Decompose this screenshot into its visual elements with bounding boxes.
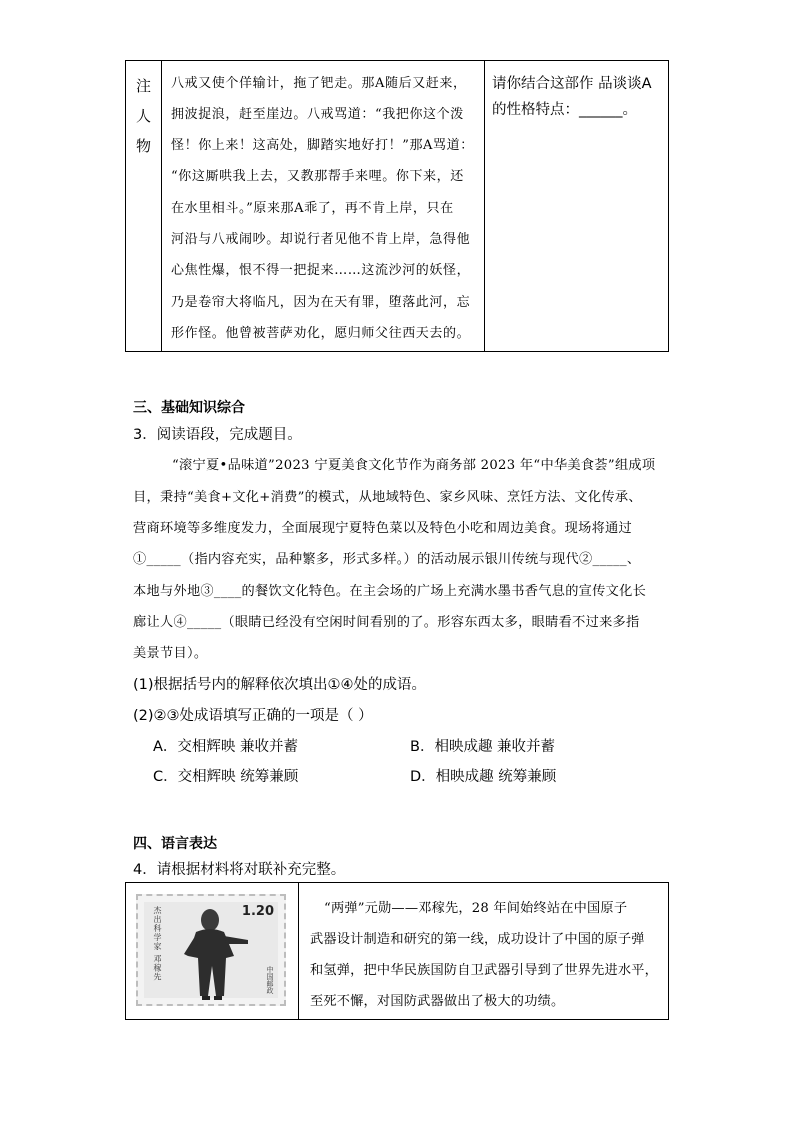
stamp-cell [126, 883, 299, 1019]
section-title: 三、基础知识综合 [133, 400, 245, 416]
passage-line: 在水里相斗。”原来那A乖了，再不肯上岸，只在 [171, 201, 454, 216]
passage-line: 乃是卷帘大将临凡，因为在天有罪，堕落此河，忘 [171, 295, 471, 310]
passage-line: 八戒又使个佯输计，拖了钯走。那A随后又赶来， [171, 76, 467, 91]
question-3-prompt: 3．阅读语段，完成题目。 [133, 427, 302, 443]
label-char: 注 [135, 77, 151, 95]
material-line: 武器设计制造和研究的第一线，成功设计了中国的原子弹 [310, 932, 645, 947]
question-4-prompt: 4．请根据材料将对联补充完整。 [133, 862, 346, 878]
character-table [125, 60, 669, 352]
option-c[interactable]: C．交相辉映 统筹兼顾 [153, 769, 299, 785]
passage-cell [161, 61, 485, 351]
paragraph-line: 营商环境等多维度发力，全面展现宁夏特色菜以及特色小吃和周边美食。现场将通过 [133, 521, 633, 536]
passage-line: 形作怪。他曾被菩萨劝化，愿归师父往西天去的。 [171, 326, 471, 341]
material-line: 和氢弹，把中华民族国防自卫武器引导到了世界先进水平， [310, 963, 659, 978]
sub-question-1: (1)根据括号内的解释依次填出①④处的成语。 [133, 677, 427, 693]
label-char: 人 [135, 107, 151, 125]
passage-line: “你这厮哄我上去，又教那帮手来哩。你下来，还 [171, 169, 464, 184]
label-char: 物 [135, 137, 151, 155]
passage-line: 心焦性爆，恨不得一把捉来……这流沙河的妖怪， [171, 263, 471, 278]
paragraph-line: “滚宁夏•品味道”2023 宁夏美食文化节作为商务部 2023 年“中华美食荟”组成项 [172, 458, 656, 473]
label-cell [126, 61, 162, 351]
material-cell [298, 883, 668, 1019]
paragraph-line: 目，秉持“美食+文化+消费”的模式，从地域特色、家乡风味、烹饪方法、文化传承、 [133, 490, 642, 505]
portrait-figure [138, 896, 288, 1008]
material-table [125, 882, 669, 1020]
stamp-value: 1.20 [241, 904, 274, 919]
stamp-caption: 杰出科学家 邓稼先 [153, 906, 162, 982]
paragraph-line: ①_____（指内容充实，品种繁多，形式多样。）的活动展示银川传统与现代②_____、 [133, 552, 641, 567]
character-question: 请你结合这部作 品谈谈A的性格特点：______。 [492, 76, 652, 118]
option-b[interactable]: B．相映成趣 兼收并蓄 [410, 739, 556, 755]
passage-line: 拥波捉浪，赶至崖边。八戒骂道：“我把你这个泼 [171, 107, 464, 122]
passage-line: 怪！你上来！这高处，脚踏实地好打！”那A骂道： [171, 138, 474, 153]
option-a[interactable]: A．交相辉映 兼收并蓄 [153, 739, 299, 755]
option-d[interactable]: D．相映成趣 统筹兼顾 [410, 769, 557, 785]
material-line: 至死不懈，对国防武器做出了极大的功绩。 [310, 994, 565, 1009]
paragraph-line: 廊让人④_____（眼睛已经没有空闲时间看别的了。形容东西太多，眼睛看不过来多指 [133, 615, 640, 630]
material-line: “两弹”元勋——邓稼先，28 年间始终站在中国原子 [324, 901, 628, 916]
section-title: 四、语言表达 [133, 836, 217, 852]
paragraph-line: 美景节目）。 [133, 646, 208, 661]
stamp-publisher: 中国邮政 [266, 966, 274, 994]
paragraph-line: 本地与外地③____的餐饮文化特色。在主会场的广场上充满水墨书香气息的宣传文化长 [133, 584, 647, 599]
question-cell [484, 61, 668, 351]
sub-question-2: (2)②③处成语填写正确的一项是（ ） [133, 708, 373, 724]
stamp-image [136, 894, 286, 1006]
passage-line: 河沿与八戒闹吵。却说行者见他不肯上岸，急得他 [171, 232, 471, 247]
